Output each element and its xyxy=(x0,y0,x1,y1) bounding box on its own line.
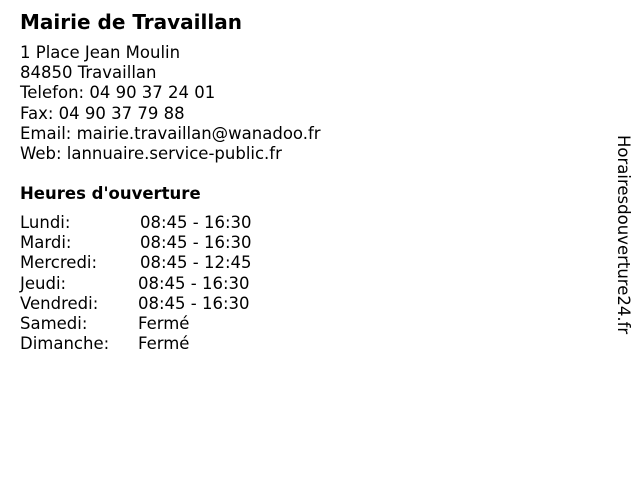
email-address: Email: mairie.travaillan@wanadoo.fr xyxy=(20,123,321,143)
day-label: Dimanche: xyxy=(20,334,110,354)
hours-value: 08:45 - 16:30 xyxy=(138,293,250,313)
hours-value: 08:45 - 16:30 xyxy=(140,233,252,253)
opening-hours-heading: Heures d'ouverture xyxy=(20,184,201,203)
day-label: Mardi: xyxy=(20,233,72,253)
day-label: Jeudi: xyxy=(20,273,67,293)
hours-value: 08:45 - 12:45 xyxy=(140,253,252,273)
site-watermark: Horairesdouverture24.fr xyxy=(614,135,633,335)
hours-value: 08:45 - 16:30 xyxy=(140,213,252,232)
hours-value: Fermé xyxy=(138,334,190,354)
phone-number: Telefon: 04 90 37 24 01 xyxy=(20,83,216,103)
day-label: Lundi: xyxy=(20,213,71,232)
hours-value: Fermé xyxy=(138,313,190,333)
page-title: Mairie de Travaillan xyxy=(20,10,242,34)
fax-number: Fax: 04 90 37 79 88 xyxy=(20,103,185,123)
hours-value: 08:45 - 16:30 xyxy=(138,273,250,293)
day-label: Vendredi: xyxy=(20,293,99,313)
website: Web: lannuaire.service-public.fr xyxy=(20,144,282,164)
contact-block xyxy=(20,43,321,164)
address-line-2: 84850 Travaillan xyxy=(20,63,157,83)
address-line-1: 1 Place Jean Moulin xyxy=(20,43,181,62)
day-label: Mercredi: xyxy=(20,253,98,273)
day-label: Samedi: xyxy=(20,313,88,333)
